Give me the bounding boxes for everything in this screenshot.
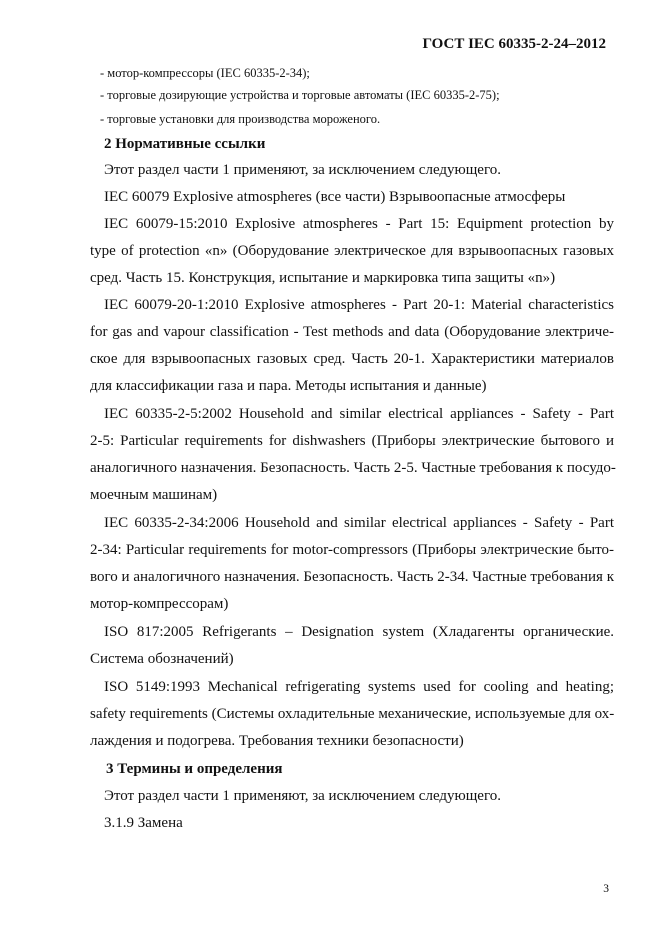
reference-line: лаждения и подогрева. Требования техники безопасности) <box>90 733 464 749</box>
reference-line: вого и аналогичного назначения. Безопасность. Часть 2-34. Частные требования к <box>90 569 614 585</box>
section-3-heading: 3 Термины и определения <box>106 761 283 777</box>
reference-line: IEC 60335-2-34:2006 Household and similar electrical appliances - Safety - Part <box>104 515 614 531</box>
reference-line: для классификации газа и пара. Методы испытания и данные) <box>90 378 487 394</box>
reference-line: Система обозначений) <box>90 651 234 667</box>
reference-line: safety requirements (Системы охладительные механические, используемые для ох- <box>90 706 615 722</box>
reference-line: type of protection «n» (Оборудование электрическое для взрывоопасных газовых <box>90 243 614 259</box>
reference-line: IEC 60335-2-5:2002 Household and similar electrical appliances - Safety - Part <box>104 406 614 422</box>
reference-line: 2-34: Particular requirements for motor-compressors (Приборы электрические быто- <box>90 542 614 558</box>
reference-line: IEC 60079-15:2010 Explosive atmospheres - Part 15: Equipment protection by <box>104 216 614 232</box>
intro-item: - торговые дозирующие устройства и торговые автоматы (IEC 60335-2-75); <box>100 88 500 102</box>
document-header: ГОСТ IEC 60335-2-24–2012 <box>422 36 606 52</box>
reference-line: мотор-компрессорам) <box>90 596 229 612</box>
intro-item: - мотор-компрессоры (IEC 60335-2-34); <box>100 66 310 80</box>
reference-line: ское для взрывоопасных газовых сред. Часть 20-1. Характеристики материалов <box>90 351 614 367</box>
reference-line: IEC 60079-20-1:2010 Explosive atmospheres - Part 20-1: Material characteristics <box>104 297 614 313</box>
reference-line: for gas and vapour classification - Test methods and data (Оборудование электриче- <box>90 324 614 340</box>
section-2-intro: Этот раздел части 1 применяют, за исключением следующего. <box>104 162 501 178</box>
section-3-intro: Этот раздел части 1 применяют, за исключением следующего. <box>104 788 501 804</box>
reference-iec-60079: IEC 60079 Explosive atmospheres (все части) Взрывоопасные атмосферы <box>104 189 566 205</box>
reference-line: ISO 817:2005 Refrigerants – Designation system (Хладагенты органические. <box>104 624 614 640</box>
intro-item: - торговые установки для производства мороженого. <box>100 112 381 126</box>
reference-line: ISO 5149:1993 Mechanical refrigerating systems used for cooling and heating; <box>104 679 614 695</box>
reference-line: моечным машинам) <box>90 487 218 503</box>
section-2-heading: 2 Нормативные ссылки <box>104 136 266 152</box>
reference-line: 2-5: Particular requirements for dishwashers (Приборы электрические бытового и <box>90 433 614 449</box>
reference-line: аналогичного назначения. Безопасность. Часть 2-5. Частные требования к посудо- <box>90 460 616 476</box>
reference-line: сред. Часть 15. Конструкция, испытание и маркировка типа защиты «n») <box>90 270 556 286</box>
page-number: 3 <box>603 883 609 895</box>
clause-3-1-9: 3.1.9 Замена <box>104 815 183 831</box>
